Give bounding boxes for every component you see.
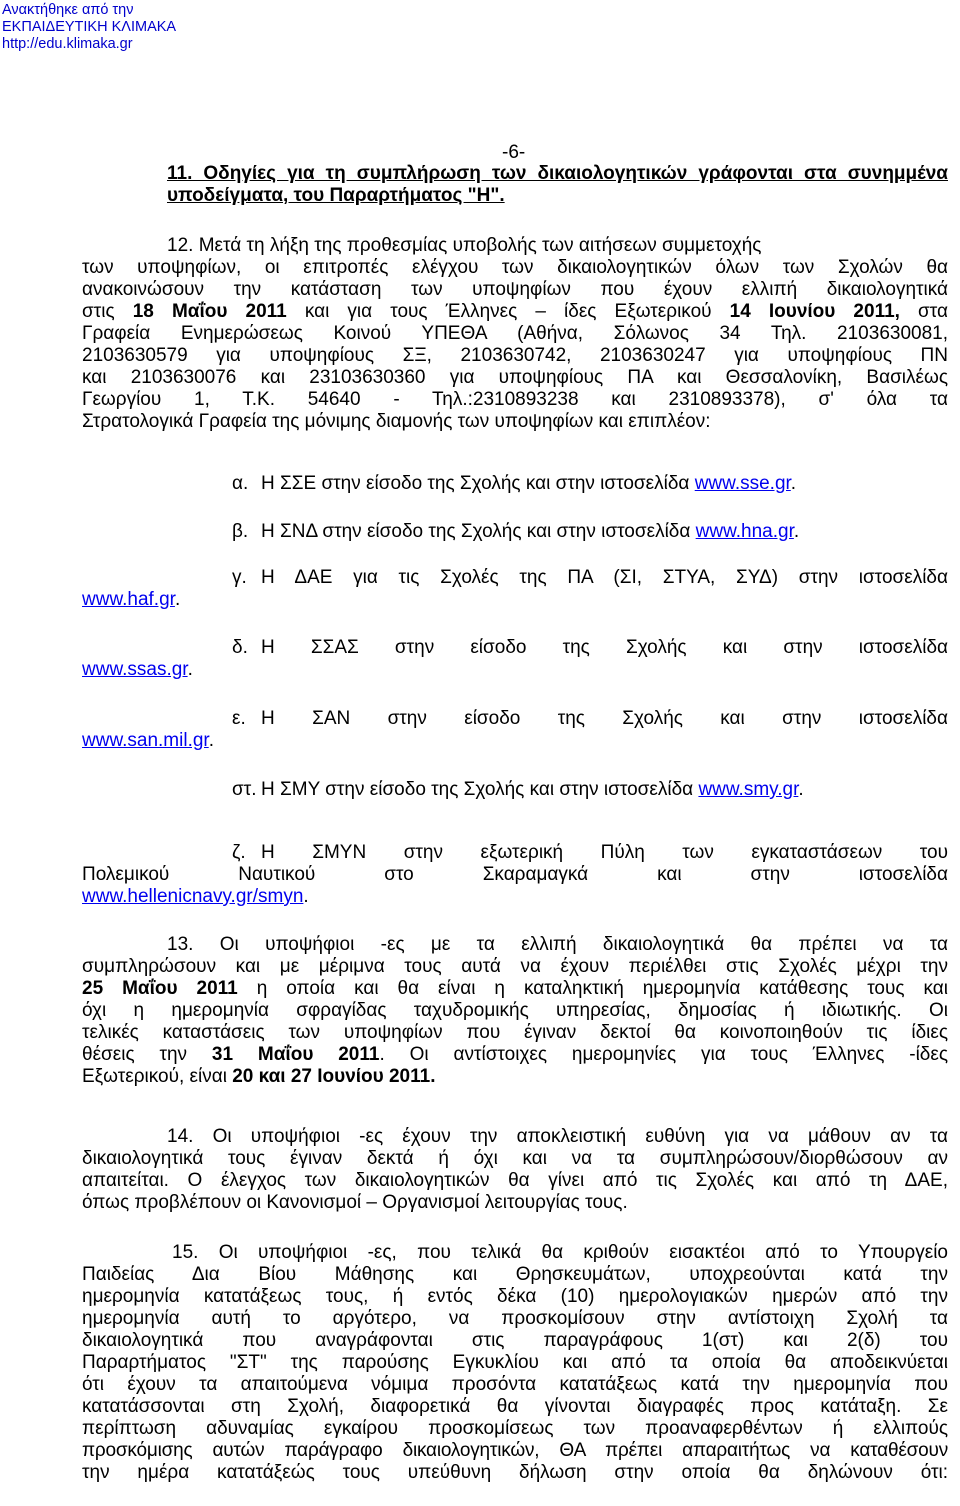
section-15-line2: Παιδείας Δια Βίου Μάθησης και Θρησκευμάτων, υποχρεούνται κατά την	[82, 1264, 948, 1285]
list-punct: .	[790, 473, 797, 494]
section-12-line1: 12. Μετά τη λήξη της προθεσμίας υποβολής των αιτήσεων συμμετοχής	[167, 235, 762, 256]
source-header-line2: ΕΚΠΑΙΔΕΥΤΙΚΗ ΚΛΙΜΑΚΑ	[2, 19, 177, 35]
section-12-line2: των υποψηφίων, οι επιτροπές ελέγχου των δικαιολογητικών όλων των Σχολών θα	[82, 257, 948, 278]
section-13-line7	[82, 1066, 948, 1088]
list-text-line2: Πολεμικού Ναυτικού στο Σκαραμαγκά και στην ιστοσελίδα	[82, 864, 948, 885]
source-header-line1: Ανακτήθηκε από την	[2, 2, 134, 18]
list-text: Η ΣΣΕ στην είσοδο της Σχολής και στην ιστοσελίδα	[261, 473, 695, 494]
section-13-line6	[82, 1044, 948, 1066]
section-15-line7: ότι έχουν τα απαιτούμενα νόμιμα προσόντα κατατάξεως κατά την ημερομηνία που	[82, 1374, 948, 1395]
section-15-line9: περίπτωση αδυναμίας εγκαίρου προσκομίσεως των προαναφερθέντων ή ελλιπούς	[82, 1418, 948, 1439]
section-13-line4: όχι η ημερομηνία σφραγίδας ταχυδρομικής υπηρεσίας, δημοσίας ή ιδιωτικής. Οι	[82, 1000, 948, 1021]
list-marker: γ.	[232, 567, 247, 588]
list-punct: .	[174, 589, 181, 610]
section-14-line4: όπως προβλέπουν οι Κανονισμοί – Οργανισμοί λειτουργίας τους.	[82, 1192, 628, 1213]
s12-date-2: 14 Ιουνίου 2011,	[729, 301, 900, 322]
list-punct: .	[303, 886, 309, 907]
section-13-line5: τελικές καταστάσεις των υποψηφίων που έγιναν δεκτοί θα κοινοποιηθούν τις ίδιες	[82, 1022, 948, 1043]
list-punct: .	[798, 779, 804, 800]
section-15-line6: Παραρτήματος "ΣΤ" της παρούσης Εγκυκλίου και από τα οποία θα αποδεικνύεται	[82, 1352, 948, 1373]
section-14-line2: δικαιολογητικά τους έγιναν δεκτά ή όχι και να τα συμπληρώσουν/διορθώσουν αν	[82, 1148, 948, 1169]
section-15-line11: την ημέρα κατατάξεώς τους υπεύθυνη δήλωση στην οποία θα δηλώνουν ότι:	[82, 1462, 948, 1483]
list-punct: .	[187, 659, 193, 680]
section-12-line3: ανακοινώσουν την κατάσταση των υποψηφίων που έχουν ελλιπή δικαιολογητικά	[82, 279, 948, 300]
s13-date-1: 25 Μαΐου 2011	[82, 978, 238, 999]
section-12-line9: Στρατολογικά Γραφεία της μόνιμης διαμονής των υποψηφίων και επιπλέον:	[82, 411, 711, 432]
section-12-line7: και 2103630076 και 23103630360 για υποψηφίους ΠΑ και Θεσσαλονίκη, Βασιλέως	[82, 367, 948, 388]
list-text: Η ΔΑΕ για τις Σχολές της ΠΑ (ΣΙ, ΣΤΥΑ, ΣΥΔ) στην ιστοσελίδα	[261, 567, 948, 588]
section-11	[82, 163, 948, 207]
page-number: -6-	[502, 142, 526, 163]
s12-l4-a: στις	[82, 301, 133, 322]
section-15	[82, 1242, 948, 1484]
list-marker: ε.	[232, 708, 246, 729]
section-13-line3	[82, 978, 948, 1000]
s13-l7-a: Εξωτερικού, είναι	[82, 1066, 233, 1087]
link-smy[interactable]: www.smy.gr	[698, 779, 799, 800]
list-marker: στ.	[232, 779, 257, 800]
list-text: Η ΣΜΥ στην είσοδο της Σχολής και στην ιστοσελίδα	[261, 779, 699, 800]
section-15-line5: δικαιολογητικά που αναγράφονται στις παραγράφους 1(στ) και 2(δ) του	[82, 1330, 948, 1351]
list-text: Η ΣΑΝ στην είσοδο της Σχολής και στην ιστοσελίδα	[261, 708, 948, 729]
list-marker: β.	[232, 521, 249, 542]
s13-date-3: 20 και 27 Ιουνίου 2011.	[232, 1066, 436, 1087]
list-text: Η ΣΝΔ στην είσοδο της Σχολής και στην ιστοσελίδα	[261, 521, 696, 542]
list-marker: α.	[232, 473, 249, 494]
s13-date-2: 31 Μαΐου 2011	[211, 1044, 380, 1065]
section-15-line8: κατατάσσονται στη Σχολή, διαφορετικά θα γίνονται διαγραφές προς κατάταξη. Σε	[82, 1396, 948, 1417]
section-13	[82, 934, 948, 1088]
source-header-link[interactable]: http://edu.klimaka.gr	[2, 36, 133, 52]
source-header	[2, 2, 176, 53]
link-ssas[interactable]: www.ssas.gr	[82, 659, 188, 680]
section-13-line2: συμπληρώσουν και με μέριμνα τους αυτά να έχουν περιέλθει στις Σχολές μέχρι την	[82, 956, 948, 977]
section-14	[82, 1126, 948, 1214]
s12-l4-e: στα	[899, 301, 948, 322]
section-12	[82, 235, 948, 433]
section-14-line3: απαιτείται. Ο έλεγχος των δικαιολογητικών θα γίνει από τις Σχολές και από τη ΔΑΕ,	[82, 1170, 948, 1191]
link-hna[interactable]: www.hna.gr	[695, 521, 794, 542]
section-15-line3: ημερομηνία κατατάξεως τους, ή εντός δέκα (10) ημερολογιακών ημερών από την	[82, 1286, 948, 1307]
list-punct: .	[793, 521, 800, 542]
link-san[interactable]: www.san.mil.gr	[82, 730, 209, 751]
list-marker: ζ.	[232, 842, 246, 863]
s12-date-1: 18 Μαΐου 2011	[132, 301, 287, 322]
section-15-line10: προσκόμισης αυτών παράγραφο δικαιολογητικών, ΘΑ πρέπει απαραιτήτως να καταθέσουν	[82, 1440, 948, 1461]
section-15-line1: 15. Οι υποψήφιοι -ες, που τελικά θα κριθούν εισακτέοι από το Υπουργείο	[172, 1242, 948, 1263]
list-text: Η ΣΜΥΝ στην εξωτερική Πύλη των εγκαταστάσεων του	[261, 842, 948, 863]
list-punct: .	[208, 730, 214, 751]
list-text: Η ΣΣΑΣ στην είσοδο της Σχολής και στην ιστοσελίδα	[261, 637, 948, 658]
list-marker: δ.	[232, 637, 248, 658]
section-12-line6: 2103630579 για υποψηφίους ΣΞ, 2103630742, 2103630247 για υποψηφίους ΠΝ	[82, 345, 948, 366]
section-14-line1: 14. Οι υποψήφιοι -ες έχουν την αποκλειστική ευθύνη για να μάθουν αν τα	[167, 1126, 948, 1147]
section-12-line4	[82, 301, 948, 323]
s13-l6-c: . Οι αντίστοιχες ημερομηνίες για τους Έλληνες -ίδες	[379, 1044, 948, 1065]
section-12-line8: Γεωργίου 1, Τ.Κ. 54640 - Τηλ.:2310893238 και 2310893378), σ' όλα τα	[82, 389, 948, 410]
section-15-line4: ημερομηνία αυτή το αργότερο, να προσκομίσουν στην αντίστοιχη Σχολή τα	[82, 1308, 948, 1329]
s12-l4-c: και για τους Έλληνες – ίδες Εξωτερικού	[286, 301, 730, 322]
link-sse[interactable]: www.sse.gr	[694, 473, 791, 494]
s13-l6-a: θέσεις την	[82, 1044, 212, 1065]
section-11-heading: 11. Οδηγίες για τη συμπλήρωση των δικαιολογητικών γράφονται στα συνημμένα υποδείγματα, του Παραρτήματος "Η".	[167, 163, 948, 206]
link-hellenicnavy[interactable]: www.hellenicnavy.gr/smyn	[82, 886, 304, 907]
section-13-line1: 13. Οι υποψήφιοι -ες με τα ελλιπή δικαιολογητικά θα πρέπει να τα	[167, 934, 948, 955]
section-12-line5: Γραφεία Ενημερώσεως Κοινού ΥΠΕΘΑ (Αθήνα, Σόλωνος 34 Τηλ. 2103630081,	[82, 323, 948, 344]
link-haf[interactable]: www.haf.gr	[82, 589, 175, 610]
s13-l3-text: η οποία και θα είναι η καταληκτική ημερομηνία κατάθεσης τους και	[237, 978, 948, 999]
